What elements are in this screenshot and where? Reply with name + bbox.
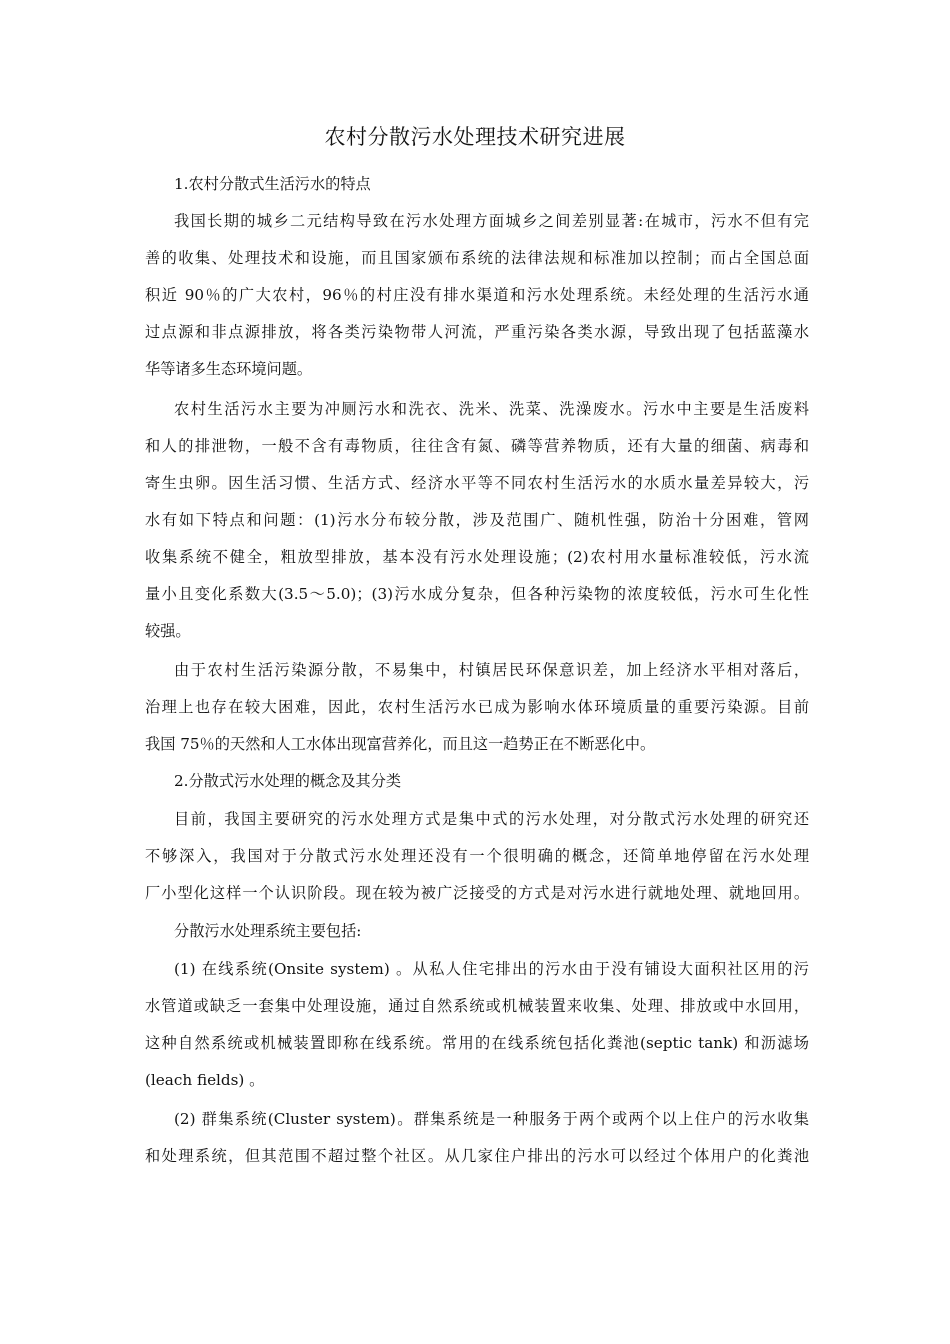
paragraph-line: 分散污水处理系统主要包括:: [174, 922, 362, 940]
paragraph-line: 收集系统不健全，粗放型排放，基本没有污水处理设施；(2)农村用水量标准较低，污水流: [145, 548, 809, 566]
paragraph-line: 目前，我国主要研究的污水处理方式是集中式的污水处理，对分散式污水处理的研究还: [174, 810, 809, 828]
paragraph-line: (1) 在线系统(Onsite system) 。从私人住宅排出的污水由于没有铺设大面积社区用的污: [174, 960, 809, 978]
paragraph-line: 较强。: [145, 622, 191, 640]
paragraph-line: 和处理系统，但其范围不超过整个社区。从几家住户排出的污水可以经过个体用户的化粪池: [145, 1147, 809, 1165]
paragraph-line: 积近 90％的广大农村，96％的村庄没有排水渠道和污水处理系统。未经处理的生活污水通: [145, 286, 809, 304]
paragraph-line: 这种自然系统或机械装置即称在线系统。常用的在线系统包括化粪池(septic tank) 和沥滤场: [145, 1034, 809, 1052]
paragraph-line: 治理上也存在较大困难，因此，农村生活污水已成为影响水体环境质量的重要污染源。目前: [145, 698, 809, 716]
paragraph-line: 华等诸多生态环境问题。: [145, 360, 313, 378]
paragraph-line: 我国 75％的天然和人工水体出现富营养化，而且这一趋势正在不断恶化中。: [145, 735, 656, 753]
paragraph-line: 过点源和非点源排放，将各类污染物带人河流，严重污染各类水源，导致出现了包括蓝藻水: [145, 323, 809, 341]
paragraph-line: 和人的排泄物，一般不含有毒物质，往往含有氮、磷等营养物质，还有大量的细菌、病毒和: [145, 437, 809, 455]
paragraph-line: (leach fields) 。: [145, 1071, 265, 1089]
section-heading-1: 1.农村分散式生活污水的特点: [174, 175, 371, 193]
paragraph-line: 厂小型化这样一个认识阶段。现在较为被广泛接受的方式是对污水进行就地处理、就地回用。: [145, 884, 809, 902]
paragraph-line: 善的收集、处理技术和设施，而且国家颁布系统的法律法规和标准加以控制；而占全国总面: [145, 249, 809, 267]
paragraph-line: 水管道或缺乏一套集中处理设施，通过自然系统或机械装置来收集、处理、排放或中水回用，: [145, 997, 809, 1015]
paragraph-line: 由于农村生活污染源分散，不易集中，村镇居民环保意识差，加上经济水平相对落后，: [174, 661, 809, 679]
paragraph-line: 水有如下特点和问题：(1)污水分布较分散，涉及范围广、随机性强，防治十分困难，管网: [145, 511, 809, 529]
section-heading-2: 2.分散式污水处理的概念及其分类: [174, 772, 402, 790]
paragraph-line: 我国长期的城乡二元结构导致在污水处理方面城乡之间差别显著:在城市，污水不但有完: [174, 212, 809, 230]
paragraph-line: 寄生虫卵。因生活习惯、生活方式、经济水平等不同农村生活污水的水质水量差异较大，污: [145, 474, 809, 492]
paragraph-line: 不够深入，我国对于分散式污水处理还没有一个很明确的概念，还简单地停留在污水处理: [145, 847, 809, 865]
document-title: 农村分散污水处理技术研究进展: [324, 125, 626, 149]
paragraph-line: 农村生活污水主要为冲厕污水和洗衣、洗米、洗菜、洗澡废水。污水中主要是生活废料: [174, 400, 809, 418]
paragraph-line: (2) 群集系统(Cluster system)。群集系统是一种服务于两个或两个以上住户的污水收集: [174, 1110, 809, 1128]
paragraph-line: 量小且变化系数大(3.5～5.0)；(3)污水成分复杂，但各种污染物的浓度较低，污水可生化性: [145, 585, 809, 603]
